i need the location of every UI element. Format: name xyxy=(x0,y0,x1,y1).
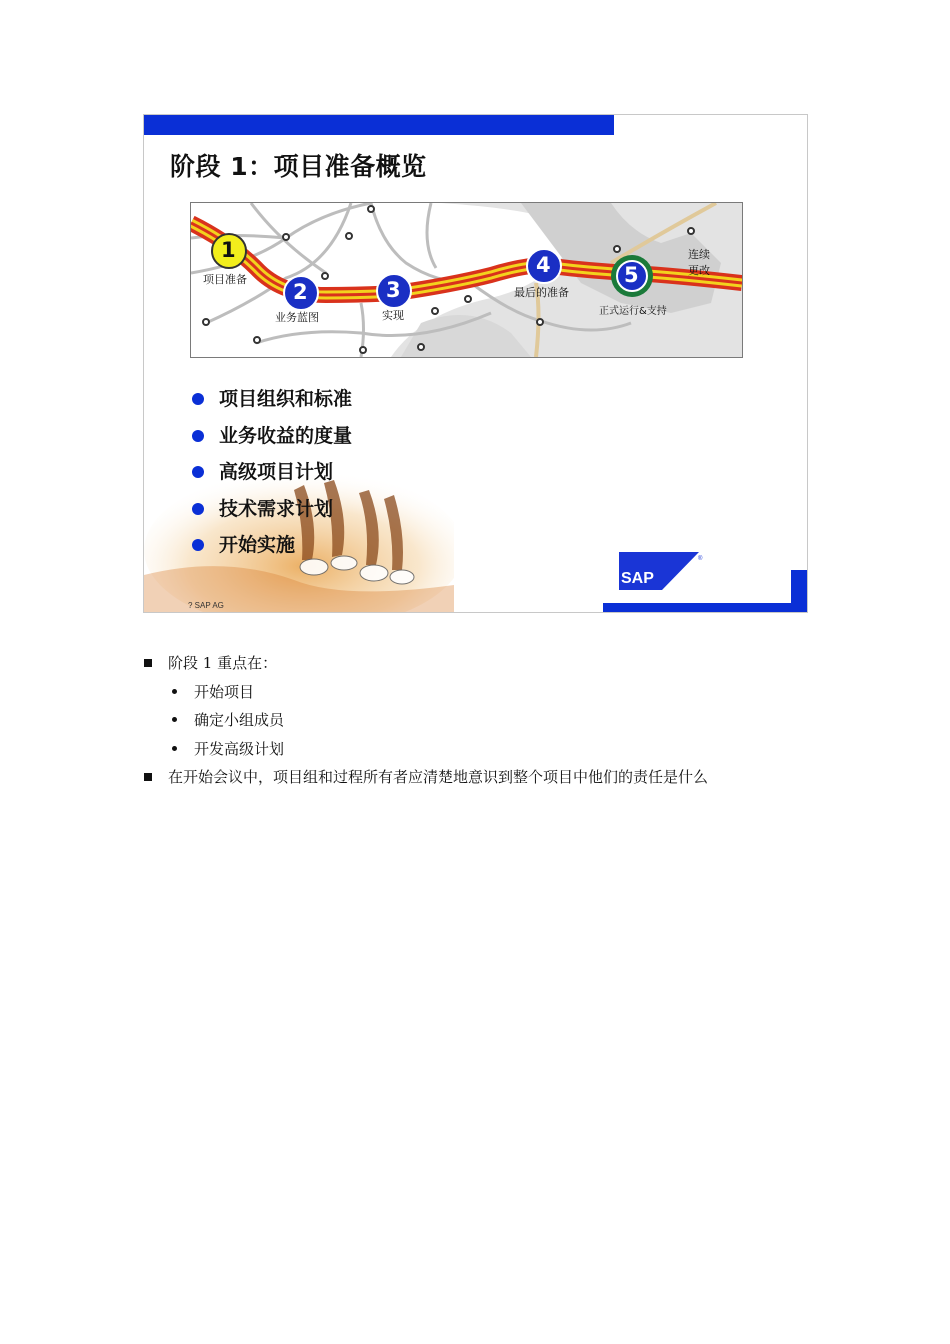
stage-1-label: 项目准备 xyxy=(203,273,247,286)
note-sub-item-text: 确定小组成员 xyxy=(194,711,285,729)
stage-4-number: 4 xyxy=(536,253,551,277)
slide-bottom-bar xyxy=(603,603,807,612)
bullet-text: 业务收益的度量 xyxy=(219,424,353,447)
sap-logo xyxy=(617,552,707,592)
slide xyxy=(143,114,808,613)
svg-text:®: ® xyxy=(698,556,703,562)
bullet-item xyxy=(192,531,352,568)
bullet-dot-icon xyxy=(192,430,204,442)
bullet-item xyxy=(192,422,352,459)
bullet-item xyxy=(192,458,352,495)
bullet-dot-icon xyxy=(192,539,204,551)
stage-2-label: 业务蓝图 xyxy=(275,311,319,324)
stage-1-number: 1 xyxy=(221,238,236,262)
square-bullet-icon xyxy=(144,659,152,667)
stage-3-number: 3 xyxy=(386,278,401,302)
square-bullet-icon xyxy=(144,773,152,781)
round-bullet-icon xyxy=(172,689,177,694)
bullet-text: 项目组织和标准 xyxy=(219,388,353,410)
copyright-notice: ? SAP AG xyxy=(188,601,224,610)
note-point-2-text: 在开始会议中，项目组和过程所有者应清楚地意识到整个项目中他们的责任是什么 xyxy=(168,768,709,786)
slide-corner-bar xyxy=(791,570,807,612)
stage-3-label: 实现 xyxy=(382,309,404,322)
slide-top-bar xyxy=(144,115,614,135)
stage-5-label: 正式运行&支持 xyxy=(599,306,667,317)
bullet-item xyxy=(192,385,352,422)
note-sub-item-text: 开发高级计划 xyxy=(194,740,285,758)
bullet-dot-icon xyxy=(192,393,204,405)
bullet-dot-icon xyxy=(192,503,204,515)
continuous-change-line1: 连续 xyxy=(688,248,710,261)
roadmap-map xyxy=(190,202,743,358)
stage-4-label: 最后的准备 xyxy=(514,286,569,299)
round-bullet-icon xyxy=(172,746,177,751)
stage-2-number: 2 xyxy=(293,280,308,304)
slide-title: 阶段 1：项目准备概览 xyxy=(170,152,427,181)
bullet-dot-icon xyxy=(192,466,204,478)
bullet-text: 高级项目计划 xyxy=(219,461,334,483)
note-sub-item-text: 开始项目 xyxy=(194,683,255,701)
continuous-change-line2: 更改 xyxy=(688,264,710,277)
bullet-item xyxy=(192,495,352,532)
stage-5-number: 5 xyxy=(624,263,639,287)
stage-markers xyxy=(191,203,742,357)
bullet-text: 开始实施 xyxy=(219,534,296,556)
slide-bullet-list xyxy=(192,385,352,568)
round-bullet-icon xyxy=(172,717,177,722)
sap-logo-text: SAP xyxy=(621,570,654,587)
note-point-1-text: 阶段 1 重点在： xyxy=(168,654,278,672)
bullet-text: 技术需求计划 xyxy=(219,497,334,520)
